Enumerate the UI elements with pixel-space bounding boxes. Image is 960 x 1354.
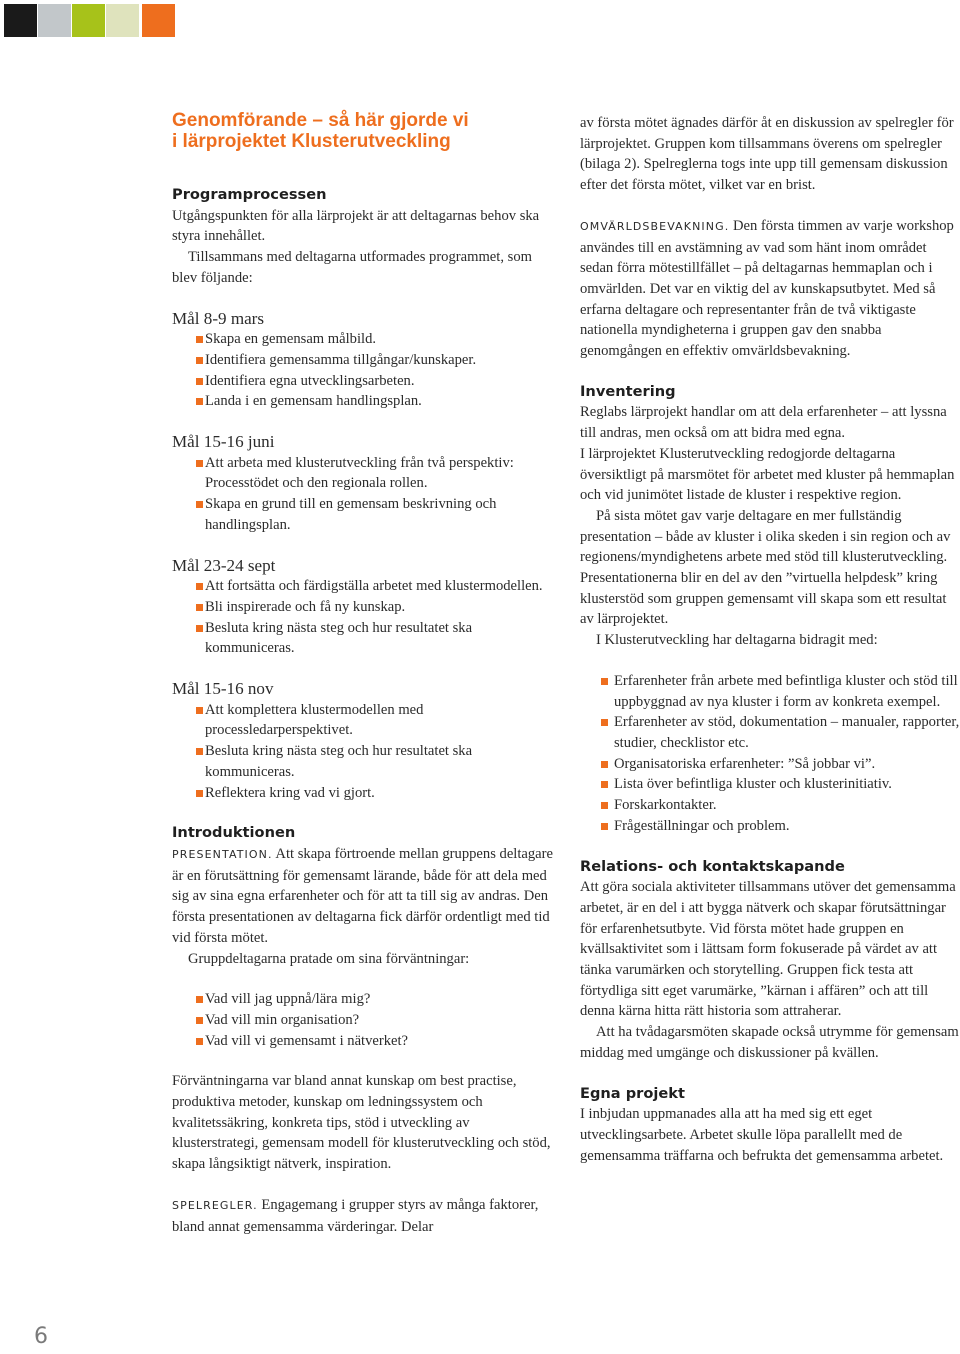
inventering-paragraph-3: På sista mötet gav varje deltagare en mer fullständig presentation – både av kluster i olika skeden i sin region och av regionens/myndighetens arbete med stöd till klusterutveckling. Presentationerna blir en del av den ”virtuella helpdesk” kring klusterstöd som gruppen gemensamt vill skapa som ett resultat av lärprojektet. xyxy=(580,507,951,628)
inventering-heading: Inventering xyxy=(580,382,676,400)
presentation-paragraph: PRESENTATION. Att skapa förtroende mellan gruppens deltagare är en förutsättning för gemensamt lärande, både för att dela med sig av sina egna erfarenheter och för att ta till sig av andras. Den första presentationen av deltagarna fick därför ordentligt med tid vid första mötet. xyxy=(172,845,554,946)
mal-4-list xyxy=(172,700,554,804)
list-item: Att komplettera klustermodellen med processledarperspektivet. xyxy=(172,700,554,741)
presentation-lead: PRESENTATION. xyxy=(172,847,273,861)
bullet-icon xyxy=(601,781,608,788)
list-item: Forskarkontakter. xyxy=(580,795,960,816)
list-item: Besluta kring nästa steg och hur resultatet ska kommuniceras. xyxy=(172,741,554,782)
list-item: Frågeställningar och problem. xyxy=(580,816,960,837)
mal-3-list xyxy=(172,576,554,659)
mal-3-heading: Mål 23-24 sept xyxy=(172,555,276,575)
list-item: Att arbeta med klusterutveckling från två perspektiv: Processtödet och den regionala rollen. xyxy=(172,453,554,494)
bullet-icon xyxy=(601,802,608,809)
color-swatch-black xyxy=(4,4,37,37)
bullet-icon xyxy=(196,1017,203,1024)
bullet-icon xyxy=(196,336,203,343)
list-item: Organisatoriska erfarenheter: ”Så jobbar vi”. xyxy=(580,754,960,775)
gruppdeltagarna-paragraph: Gruppdeltagarna pratade om sina förväntningar: xyxy=(188,950,470,967)
bullet-icon xyxy=(196,501,203,508)
bullet-icon xyxy=(196,378,203,385)
list-item: Landa i en gemensam handlingsplan. xyxy=(172,391,554,412)
list-item: Besluta kring nästa steg och hur resultatet ska kommuniceras. xyxy=(172,618,554,659)
list-item: Vad vill vi gemensamt i nätverket? xyxy=(172,1031,554,1052)
spelregler-paragraph: SPELREGLER. Engagemang i grupper styrs av många faktorer, bland annat gemensamma värderingar. Delar xyxy=(172,1196,539,1235)
omvarldsbevakning-lead: OMVÄRLDSBEVAKNING. xyxy=(580,219,730,233)
relations-paragraph-2: Att ha tvådagarsmöten skapade också utrymme för gemensam middag med umgänge och diskussioner på kvällen. xyxy=(580,1024,959,1061)
color-swatch-green xyxy=(72,4,105,37)
forvantningar-paragraph: Förväntningarna var bland annat kunskap om best practise, produktiva metoder, kunskap om ledningssystem och kvalitetssäkring, konkreta tips, stöd i utveckling av klusterstrategi, gemensam modell för klusterutveckling och stöd, skapa långsiktigt nätverk, inspiration. xyxy=(172,1073,551,1173)
programprocessen-heading: Programprocessen xyxy=(172,186,327,203)
inventering-paragraph-1: Reglabs lärprojekt handlar om att dela erfarenheter – att lyssna till andras, men också om att bidra med egna. xyxy=(580,404,947,442)
left-column xyxy=(172,110,554,1237)
bullet-icon xyxy=(196,460,203,467)
continuation-paragraph: av första mötet ägnades därför åt en diskussion av spelregler för lärprojektet. Gruppen kom tillsammans överens om spelregler (bilaga 2). Spelreglerna togs inte upp till gemensam diskussion efter det första mötet, vilket var en brist. xyxy=(580,115,954,194)
color-swatch-grey xyxy=(38,4,71,37)
list-item: Skapa en gemensam målbild. xyxy=(172,329,554,350)
bidrag-list xyxy=(580,671,960,837)
bullet-icon xyxy=(196,583,203,590)
bullet-icon xyxy=(196,604,203,611)
mal-1-list xyxy=(172,329,554,412)
color-swatch-orange xyxy=(142,4,175,37)
programprocessen-paragraph-2: Tillsammans med deltagarna utformades programmet, som blev följande: xyxy=(172,249,532,286)
bullet-icon xyxy=(196,748,203,755)
bullet-icon xyxy=(196,398,203,405)
bullet-icon xyxy=(196,707,203,714)
questions-list xyxy=(172,989,554,1051)
introduktionen-heading: Introduktionen xyxy=(172,824,296,842)
mal-2-heading: Mål 15-16 juni xyxy=(172,432,275,452)
bullet-icon xyxy=(196,625,203,632)
bullet-icon xyxy=(196,790,203,797)
inventering-paragraph-2: I lärprojektet Klusterutveckling redogjorde deltagarna översiktligt på marsmötet för arbetet med kluster på hemmaplan och vid junimötet listade de kluster i respektive region. xyxy=(580,445,955,504)
mal-1-heading: Mål 8-9 mars xyxy=(172,308,265,328)
list-item: Skapa en grund till en gemensam beskrivning och handlingsplan. xyxy=(172,494,554,535)
page-number: 6 xyxy=(34,1324,48,1349)
relations-heading: Relations- och kontaktskapande xyxy=(580,857,845,875)
mal-4-heading: Mål 15-16 nov xyxy=(172,679,274,699)
page-title-line-2: i lärprojektet Klusterutveckling xyxy=(172,131,451,152)
list-item: Vad vill min organisation? xyxy=(172,1010,554,1031)
list-item: Lista över befintliga kluster och klusterinitiativ. xyxy=(580,774,960,795)
list-item: Identifiera egna utvecklingsarbeten. xyxy=(172,371,554,392)
egna-projekt-heading: Egna projekt xyxy=(580,1084,685,1102)
page-title-line-1: Genomförande – så här gjorde vi xyxy=(172,110,469,131)
list-item: Erfarenheter från arbete med befintliga kluster och stöd till uppbyggnad av nya kluster i form av konkreta exempel. xyxy=(580,671,960,712)
list-item: Reflektera kring vad vi gjort. xyxy=(172,783,554,804)
page-title xyxy=(172,110,554,152)
mal-2-list xyxy=(172,453,554,536)
list-item: Identifiera gemensamma tillgångar/kunskaper. xyxy=(172,350,554,371)
bullet-icon xyxy=(601,823,608,830)
list-item: Att fortsätta och färdigställa arbetet med klustermodellen. xyxy=(172,576,554,597)
bullet-icon xyxy=(196,357,203,364)
bullet-icon xyxy=(196,1038,203,1045)
inventering-paragraph-4: I Klusterutveckling har deltagarna bidragit med: xyxy=(596,632,878,649)
bullet-icon xyxy=(196,996,203,1003)
relations-paragraph-1: Att göra sociala aktiviteter tillsammans utöver det gemensamma arbetet, är en del i att bygga nätverk och skapar förutsättningar för erfarenhetsutbyte. Vid första mötet hade gruppen en kvällsaktivitet som i lättsam form fokuserade på värdet av att tänka varumärken och storytelling. Gruppen fick testa att förtydliga sitt eget varumärke, ”kärnan i affären” och att till denna kärna hitta rätt historia som attraherar. xyxy=(580,879,956,1020)
programprocessen-paragraph-1: Utgångspunkten för alla lärprojekt är att deltagarnas behov ska styra innehållet. xyxy=(172,207,540,245)
bullet-icon xyxy=(601,678,608,685)
list-item: Bli inspirerade och få ny kunskap. xyxy=(172,597,554,618)
list-item: Vad vill jag uppnå/lära mig? xyxy=(172,989,554,1010)
bullet-icon xyxy=(601,719,608,726)
bullet-icon xyxy=(601,761,608,768)
spelregler-lead: SPELREGLER. xyxy=(172,1198,258,1212)
color-swatch-pale-green xyxy=(106,4,139,37)
right-column xyxy=(580,113,960,1166)
egna-projekt-paragraph: I inbjudan uppmanades alla att ha med sig ett eget utvecklingsarbete. Arbetet skulle löpa parallellt med de gemensamma träffarna och befrukta det gemensamma arbetet. xyxy=(580,1106,944,1164)
omvarldsbevakning-paragraph: OMVÄRLDSBEVAKNING. Den första timmen av varje workshop användes till en avstämning av vad som hänt inom området sedan förra mötestillfället – på deltagarnas hemmaplan och i omvärlden. Det var en viktig del av kunskapsutbytet. Med så erfarna deltagare och representanter från de två viktigaste nationella myndigheterna i gruppen gav den snabba genomgången en effektiv omvärldsbevakning. xyxy=(580,217,954,360)
list-item: Erfarenheter av stöd, dokumentation – manualer, rapporter, studier, checklistor etc. xyxy=(580,712,960,753)
